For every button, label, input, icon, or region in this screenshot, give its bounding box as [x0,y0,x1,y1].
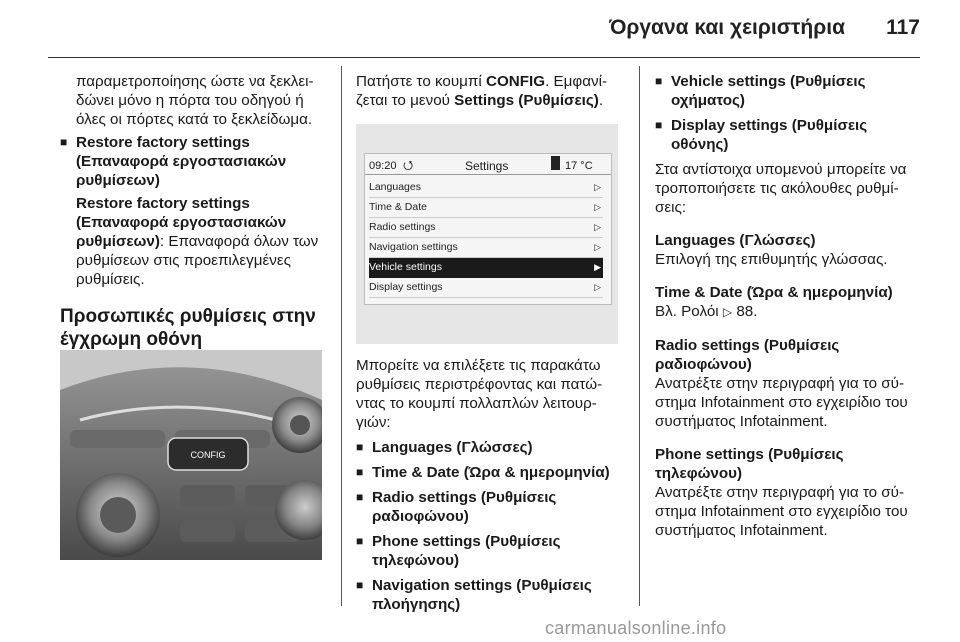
chevron-right-icon: ▶ [594,262,601,272]
bullet-restore-factory: ■ Restore factory settings (Επαναφορά εργοστασιακών ρυθμίσεων) [60,133,328,190]
chevron-right-icon: ▷ [594,222,601,232]
menu-item-label: Display settings [369,281,443,293]
intro-text: παραμετροποίησης ώστε να ξεκλει-δώνει μόνο η πόρτα του οδηγού ή όλες οι πόρτες κατά το ξεκλείδωμα. [76,73,314,128]
header-divider [48,57,920,58]
chapter-title: Όργανα και χειριστήρια [609,16,845,39]
dashboard-illustration [60,350,322,560]
phone-icon [551,156,560,170]
menu-item-vehicle[interactable] [369,258,603,278]
section-text: Ανατρέξτε στην περιγραφή για το σύ-στημα Infotainment στο εγχειρίδιο του συστήματος Infotainment. [655,484,908,539]
section-text: Ανατρέξτε στην περιγραφή για το σύ-στημα Infotainment στο εγχειρίδιο του συστήματος Infotainment. [655,375,908,430]
config-button-photo [60,350,322,560]
menu-item-label: Time & Date [369,201,427,213]
bullet-vehicle: ■ Vehicle settings (Ρυθμίσεις οχήματος) [655,72,925,110]
config-instruction [356,72,626,110]
screen-temperature: 17 °C [565,160,593,172]
column-divider-2 [639,66,640,606]
settings-screen-figure [356,124,618,344]
settings-screen [364,153,612,305]
bullet-radio: ■ Radio settings (Ρυθμίσεις ραδιοφώνου) [356,488,626,526]
chevron-right-icon: ▷ [594,182,601,192]
menu-item-label: Navigation settings [369,241,458,253]
chevron-right-icon: ▷ [594,242,601,252]
chevron-right-icon: ▷ [594,282,601,292]
section-title: Languages (Γλώσσες) [655,232,816,249]
section-title: Phone settings (Ρυθμίσεις τηλεφώνου) [655,446,844,482]
page-number: 117 [886,16,920,39]
section-title: Time & Date (Ώρα & ημερομηνία) [655,284,893,301]
page-ref-arrow-icon: ▷ [722,305,733,319]
menu-item-label: Languages [369,181,421,193]
submenu-intro: Στα αντίστοιχα υπομενού μπορείτε να τροποποιήσετε τις ακόλουθες ρυθμί-σεις: [655,161,907,216]
config-button-label: CONFIG [190,450,226,460]
chevron-right-icon: ▷ [594,202,601,212]
column-1 [60,66,328,374]
menu-item-display[interactable] [369,278,603,298]
menu-item-languages[interactable] [369,178,603,198]
column-3 [655,66,925,540]
section-title: Radio settings (Ρυθμίσεις ραδιοφώνου) [655,337,840,373]
selection-instruction: Μπορείτε να επιλέξετε τις παρακάτω ρυθμίσεις περιστρέφοντας και πατώ-ντας το κουμπί πολλαπλών λειτουρ-γιών: [356,357,603,431]
section-text-with-ref [655,302,925,322]
bullet-time-date: ■ Time & Date (Ώρα & ημερομηνία) [356,463,626,482]
screen-title: Settings [465,159,509,173]
bullet-phone: ■ Phone settings (Ρυθμίσεις τηλεφώνου) [356,532,626,570]
back-icon: ⭯ [403,158,414,172]
section-text: Βλ. Ρολόι [655,303,719,320]
column-divider-1 [341,66,342,606]
instr-text-3: . [598,92,604,109]
restore-label: Restore factory settings (Επαναφορά εργοστασιακών ρυθμίσεων) [76,195,287,250]
menu-item-label: Radio settings [369,221,436,233]
bullet-languages: ■ Languages (Γλώσσες) [356,438,626,457]
settings-menu-label: Settings (Ρυθμίσεις) [454,92,599,109]
instr-text-2: . Εμφανί-ζεται το μενού [356,73,608,109]
restore-description [60,194,328,289]
menu-item-time-date[interactable] [369,198,603,218]
page-header [0,0,960,58]
page-ref-link[interactable]: 88. [736,303,758,320]
menu-item-navigation[interactable] [369,238,603,258]
section-text: Επιλογή της επιθυμητής γλώσσας. [655,251,888,268]
menu-item-radio[interactable] [369,218,603,238]
watermark-footer: carmanualsonline.info [545,618,727,638]
screen-status-bar [365,154,611,175]
screen-time: 09:20 [369,160,397,172]
config-label: CONFIG [486,73,546,90]
column-2 [356,66,626,614]
bullet-navigation: ■ Navigation settings (Ρυθμίσεις πλοήγησης) [356,576,626,614]
section-heading: Προσωπικές ρυθμίσεις στην έγχρωμη οθόνη [60,306,316,350]
instr-text-1: Πατήστε το κουμπί [356,73,486,90]
bullet-display: ■ Display settings (Ρυθμίσεις οθόνης) [655,116,925,154]
restore-text: : Επαναφορά όλων των ρυθμίσεων στις προεπιλεγμένες ρυθμίσεις. [76,233,319,288]
menu-item-label: Vehicle settings [369,261,442,273]
